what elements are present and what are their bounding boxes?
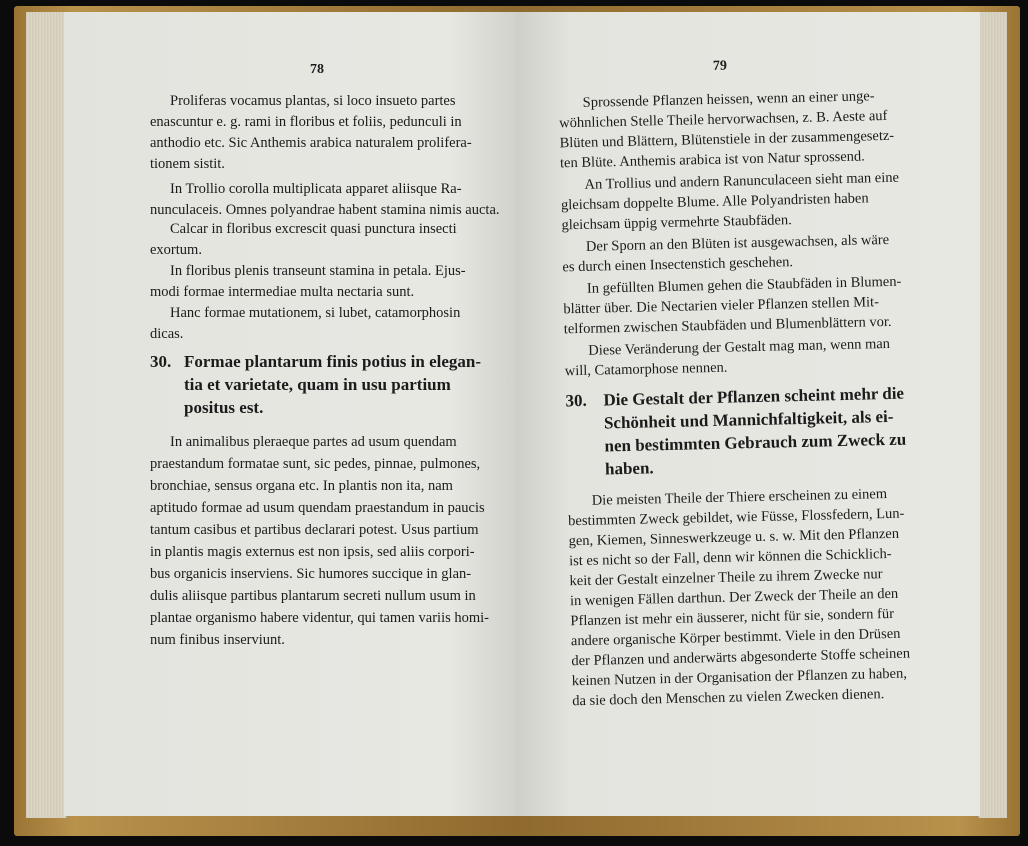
section-heading-line: haben.	[604, 458, 654, 479]
text-line: in wenigen Fällen darthun. Der Zweck der Theile an den	[569, 585, 899, 610]
page-edges-left	[26, 12, 67, 818]
text-line: dicas.	[150, 326, 184, 342]
text-line: ist es nicht so der Fall, denn wir können die Schicklich-	[568, 545, 892, 570]
text-line: tionem sistit.	[150, 156, 225, 172]
text-line: In animalibus pleraeque partes ad usum quendam	[170, 434, 457, 450]
text-line: tantum casibus et partibus declarari potest. Usus partium	[150, 522, 479, 538]
text-line: Proliferas vocamus plantas, si loco insueto partes	[170, 93, 456, 109]
text-line: in plantis magis externus est non ipsis, sed aliis corpori-	[150, 544, 475, 560]
text-line: Diese Veränderung der Gestalt mag man, wenn man	[588, 335, 891, 359]
text-line: bronchiae, sensus organa etc. In plantis non ita, nam	[150, 478, 453, 494]
text-line: In gefüllten Blumen gehen die Staubfäden in Blumen-	[586, 273, 902, 297]
text-line: bestimmten Zweck gebildet, wie Füsse, Flossfedern, Lun-	[568, 505, 905, 530]
section-number: 30.	[150, 352, 172, 371]
text-line: praestandum formatae sunt, sic pedes, pinnae, pulmones,	[150, 456, 481, 472]
text-line: will, Catamorphose nennen.	[564, 359, 728, 380]
page-number: 78	[310, 62, 324, 77]
text-line: keinen Nutzen in der Organisation der Pflanzen zu haben,	[571, 665, 908, 690]
text-line: Pflanzen ist mehr ein äusserer, nicht für sie, sondern für	[570, 605, 895, 630]
section-heading-line: tia et varietate, quam in usu partium	[184, 375, 451, 394]
section-number: 30.	[565, 390, 587, 411]
text-line: plantae organismo habere videntur, qui tamen variis homi-	[150, 610, 490, 626]
text-line: aptitudo formae ad usum quendam praestandum in paucis	[150, 500, 485, 516]
text-line: exortum.	[150, 242, 202, 258]
text-line: gleichsam doppelte Blume. Alle Polyandristen haben	[560, 190, 869, 214]
text-line: wöhnlichen Stelle Theile hervorwachsen, z. B. Aeste auf	[558, 107, 888, 132]
text-line: dulis aliisque partibus plantarum secreti nullum usum in	[150, 588, 476, 604]
text-line: Hanc formae mutationem, si lubet, catamorphosin	[170, 305, 461, 321]
right-page-text-block	[515, 3, 997, 817]
text-line: da sie doch den Menschen zu vielen Zwecken dienen.	[572, 686, 885, 710]
text-line: Sprossende Pflanzen heissen, wenn an einer unge-	[582, 88, 875, 111]
text-line: gen, Kiemen, Sinneswerkzeuge u. s. w. Mit den Pflanzen	[568, 525, 900, 550]
text-line: der Pflanzen und anderwärts abgesonderte Stoffe scheinen	[571, 645, 911, 670]
text-line: Calcar in floribus excrescit quasi punctura insecti	[170, 221, 457, 237]
text-line: gleichsam üppig vermehrte Staubfäden.	[561, 212, 792, 234]
text-line: In floribus plenis transeunt stamina in petala. Ejus-	[170, 263, 466, 279]
text-line: andere organische Körper bestimmt. Viele in den Drüsen	[570, 625, 901, 650]
section-heading-line: Schönheit und Mannichfaltigkeit, als ei-	[603, 406, 894, 433]
left-page	[64, 12, 516, 816]
text-line: An Trollius und andern Ranunculaceen sieht man eine	[584, 169, 900, 193]
section-heading-line: Die Gestalt der Pflanzen scheint mehr die	[603, 383, 905, 410]
text-line: Der Sporn an den Blüten ist ausgewachsen, als wäre	[585, 231, 890, 255]
text-line: nunculaceis. Omnes polyandrae habent stamina nimis aucta.	[150, 202, 500, 218]
text-line: keit der Gestalt einzelner Theile zu ihrem Zwecke nur	[569, 566, 883, 590]
text-line: bus organicis inserviens. Sic humores succique in glan-	[150, 566, 472, 582]
text-line: Die meisten Theile der Thiere erscheinen zu einem	[591, 486, 888, 509]
text-line: In Trollio corolla multiplicata apparet aliisque Ra-	[170, 181, 462, 197]
section-heading-line: nen bestimmten Gebrauch zum Zweck zu	[604, 429, 907, 456]
text-line: telformen zwischen Staubfäden und Blumenblättern vor.	[563, 313, 892, 338]
text-line: Blüten und Blättern, Blütenstiele in der zusammengesetz-	[559, 127, 895, 152]
text-line: modi formae intermediae multa nectaria sunt.	[150, 284, 415, 300]
section-heading-line: Formae plantarum finis potius in elegan-	[184, 352, 482, 371]
page-number: 79	[712, 58, 728, 74]
text-line: num finibus inserviunt.	[150, 632, 285, 648]
text-line: blätter über. Die Nectarien vieler Pflanzen stellen Mit-	[563, 294, 880, 318]
text-line: enascuntur e. g. rami in floribus et foliis, pedunculi in	[150, 114, 462, 130]
right-page	[516, 12, 980, 816]
text-line: es durch einen Insectenstich geschehen.	[562, 254, 794, 276]
section-heading-line: positus est.	[184, 398, 264, 417]
text-line: ten Blüte. Anthemis arabica ist von Natur sprossend.	[559, 148, 866, 172]
text-line: anthodio etc. Sic Anthemis arabica naturalem prolifera-	[150, 135, 472, 151]
